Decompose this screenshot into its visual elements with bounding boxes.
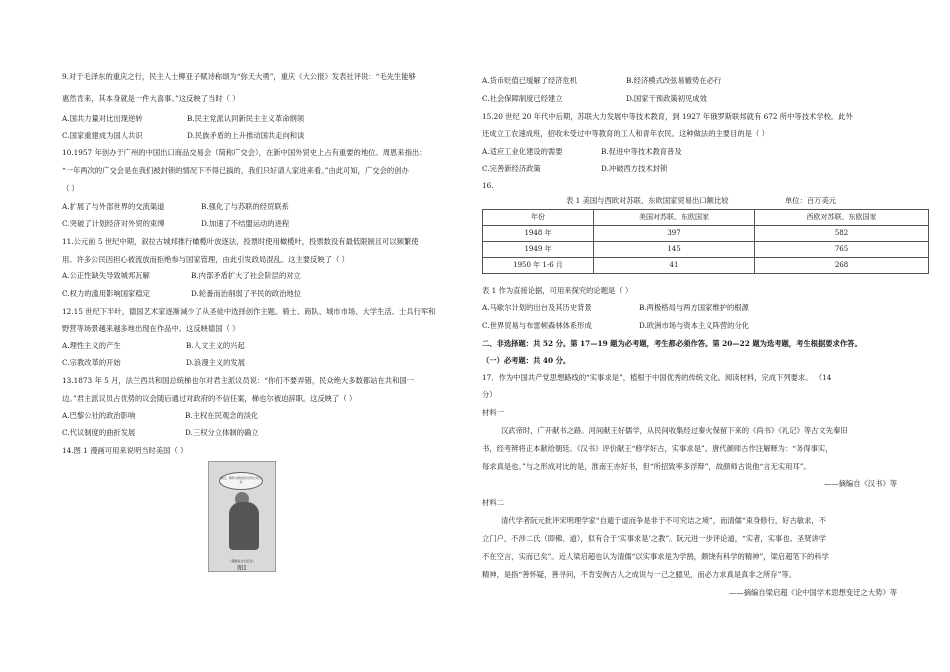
table-cell: 397 [594, 226, 755, 242]
material-2-line: 立门户，不涉二氏（即佛、道），似有合于‘实事求是’之教”。阮元进一步评论道，“实者，实事也。圣贤讲学 [482, 534, 827, 543]
option-12d: D.浪漫主义的发展 [186, 358, 245, 367]
option-10c: C.突破了计划经济对外贸的束缚 [62, 219, 165, 228]
cartoon-caption: （漫画亚文为范文） [228, 559, 256, 563]
table-cell: 1950 年 1-6 月 [483, 258, 594, 274]
option-10b: B.强化了与苏联的经贸联系 [201, 202, 289, 211]
question-11-stem: 11.公元前 5 世纪中期，叙拉古城邦推行橄榄叶放逐法，投票时使用橄榄叶，投票数没有最低限制且可以频繁使 [62, 237, 419, 246]
question-17-stem: 17．作为中国共产党思想路线的“实事求是”，植根于中国优秀的传统文化。阅读材料，完成下列要求。 （14 [482, 373, 832, 382]
option-16d: D.欧洲市场与资本主义阵营的分化 [639, 321, 750, 330]
table-row [483, 242, 929, 258]
question-11-stem-cont: 用。许多公民因担心被流放而拒绝参与国家管理，由此引发政局混乱。这主要反映了（ ） [62, 255, 349, 264]
question-13-stem: 13.1873 年 5 月，法兰西共和国总统梯也尔对君主派议员说：“你们不要弄错，民众绝大多数都站在共和国一 [62, 376, 414, 385]
option-16c: C.世界贸易与布雷顿森林体系形成 [482, 321, 592, 330]
option-9c: C.国家重建成为国人共识 [62, 131, 143, 140]
option-14a: A.货币贬值已缓解了经济危机 [482, 76, 578, 85]
table-row [483, 258, 929, 274]
cartoon-speech-bubble: 我们，教科书的特价可均已有大家 [219, 472, 263, 490]
table-header: 年份 [483, 210, 594, 226]
question-17-stem-cont: 分） [482, 390, 497, 399]
option-12c: C.宗教改革的开始 [62, 358, 121, 367]
question-16-number: 16. [482, 181, 494, 190]
option-10d: D.加速了不结盟运动的进程 [201, 219, 290, 228]
question-15-stem: 15.20 世纪 20 年代中后期，苏联大力发展中等技术教育，到 1927 年俄罗斯联邦就有 672 所中等技术学校。此外 [482, 112, 853, 121]
table-cell: 1948 年 [483, 226, 594, 242]
option-16a: A.马歇尔计划的出台及其历史背景 [482, 303, 592, 312]
material-2-label: 材料二 [482, 498, 504, 507]
table-row [483, 226, 929, 242]
question-9-stem-cont: 惠然肯来，其本身就是一件大喜事。”这反映了当时（ ） [62, 94, 240, 103]
question-13-stem-cont: 边。”君主派议员占优势的议会随后通过对政府的不信任案，梯也尔被迫辞职。这反映了（ ） [62, 394, 357, 403]
material-2-line: 精神，是指“善怀疑，善寻问，不肯安徇古人之成说与一己之臆见，而必力求真是真非之所存”等。 [482, 570, 796, 579]
material-1-line: 汉武帝时，广开献书之路。河间献王好儒学，从民间收集经过秦火保留下来的《尚书》《礼记》等古文先秦旧 [501, 426, 848, 435]
option-11d: D.轮番而治削弱了平民的政治地位 [191, 289, 302, 298]
table-header: 美国对苏联、东欧国家 [594, 210, 755, 226]
option-16b: B.两极格局与两方国家维护的根源 [639, 303, 749, 312]
option-9d: D.民族矛盾的上升推动国共走向和谈 [187, 131, 305, 140]
material-1-line: 书，经考辨将正本献给朝廷。《汉书》评价献王“修学好古，实事求是”。唐代颜师古作注解释为：“务得事实， [482, 444, 833, 453]
option-9b: B.民主党派认同新民主主义革命纲领 [187, 114, 305, 123]
option-15a: A.适应工业化建设的需要 [482, 147, 563, 156]
material-1-line: 每求真是也。”与之形成对比的是，淮南王亦好书，但“所招致率多浮辩”，故颜师古说他“言无实用耳”。 [482, 462, 811, 471]
question-15-stem-cont: 还成立工农速成班，招收未受过中等教育的工人和青年农民。这种做法的主要目的是（ ） [482, 129, 769, 138]
section-2-heading: 二、非选择题：共 52 分。第 17—19 题为必考题，考生都必须作答。第 20—22 题为选考题，考生根据要求作答。 [482, 339, 862, 348]
question-10-stem-end: （ ） [62, 184, 79, 193]
table-cell: 268 [755, 258, 929, 274]
question-12-stem: 12.15 世纪下半叶，德国艺术家逐渐减少了从圣徒中选择创作主题。骑士、商队、城市市场、大学生活、士兵行军和 [62, 307, 436, 316]
option-11b: B.内部矛盾扩大了社会阶层的对立 [191, 271, 301, 280]
question-14-stem: 14.图 1 漫画可用来说明当时美国（ ） [62, 446, 188, 455]
option-13a: A.巴黎公社的政治影响 [62, 411, 136, 420]
option-14b: B.经济模式改弦易辙势在必行 [626, 76, 722, 85]
option-13c: C.代议制度的曲折发展 [62, 428, 136, 437]
material-1-label: 材料一 [482, 408, 504, 417]
table-cell: 582 [755, 226, 929, 242]
option-12a: A.理性主义的产生 [62, 341, 121, 350]
option-14d: D.国家干预政策初见成效 [626, 94, 707, 103]
question-10-stem-cont: “一年两次的广交会是在我们被封锁的情况下不得已搞的，我们只好请人家进来看。”由此可知，广交会的创办 [62, 166, 409, 175]
option-13b: B.主权在民观念的淡化 [185, 411, 259, 420]
option-10a: A.扩展了与外部世界的交流渠道 [62, 202, 165, 211]
option-9a: A.国共力量对比出现逆转 [62, 114, 143, 123]
option-11c: C.权力的滥用影响国家稳定 [62, 289, 150, 298]
question-12-stem-cont: 野营等场景越来越多地出现在作品中。这反映德国（ ） [62, 324, 240, 333]
question-9-stem: 9.对于毛泽东的重庆之行，民主人士柳亚子赋诗称颂为“弥天大勇”，重庆《大公报》发表社评说：“毛先生能够 [62, 72, 416, 81]
table-title: 表 1 美国与西欧对苏联、东欧国家贸易出口额比较 [566, 196, 729, 205]
table-cell: 145 [594, 242, 755, 258]
option-15b: B.促进中等技术教育普及 [601, 147, 682, 156]
cartoon-body [229, 502, 259, 550]
question-10-stem: 10.1957 年创办于广州的中国出口商品交易会（简称广交会），在新中国外贸史上占有重要的地位。周恩来指出： [62, 148, 427, 157]
trade-table [482, 209, 929, 274]
option-13d: D.三权分立体制的确立 [185, 428, 259, 437]
cartoon-figure [208, 461, 276, 572]
option-12b: B.人文主义的兴起 [186, 341, 245, 350]
option-15d: D.冲破西方技术封锁 [601, 164, 668, 173]
option-14c: C.社会保障制度已经建立 [482, 94, 563, 103]
table-cell: 41 [594, 258, 755, 274]
table-header: 西欧对苏联、东欧国家 [755, 210, 929, 226]
material-2-line: 清代学者阮元批评宋明理学家“自遁于虚而争是非于不可究诘之境”，而清儒“束身修行，好古敏求，不 [501, 516, 826, 525]
table-cell: 1949 年 [483, 242, 594, 258]
option-15c: C.完善新经济政策 [482, 164, 541, 173]
material-1-source: ——摘编自《汉书》等 [824, 479, 897, 488]
table-cell: 765 [755, 242, 929, 258]
material-2-line: 不在空言，实而已矣”。近人梁启超也认为清儒“以实事求是为学鹄，颇饶有科学的精神”，梁启超笔下的科学 [482, 552, 829, 561]
question-16-stem: 表 1 作为直接论据，可用来探究的论题是（ ） [482, 286, 633, 295]
material-2-source: ——摘编自梁启超《论中国学术思想变迁之大势》等 [729, 588, 897, 597]
table-unit: 单位：百万美元 [785, 196, 837, 205]
figure-label: 图1 [237, 565, 247, 572]
subsection-heading: （一）必考题：共 40 分。 [482, 356, 571, 365]
option-11a: A.公正性缺失导致城邦瓦解 [62, 271, 150, 280]
table-header-row [483, 210, 929, 226]
